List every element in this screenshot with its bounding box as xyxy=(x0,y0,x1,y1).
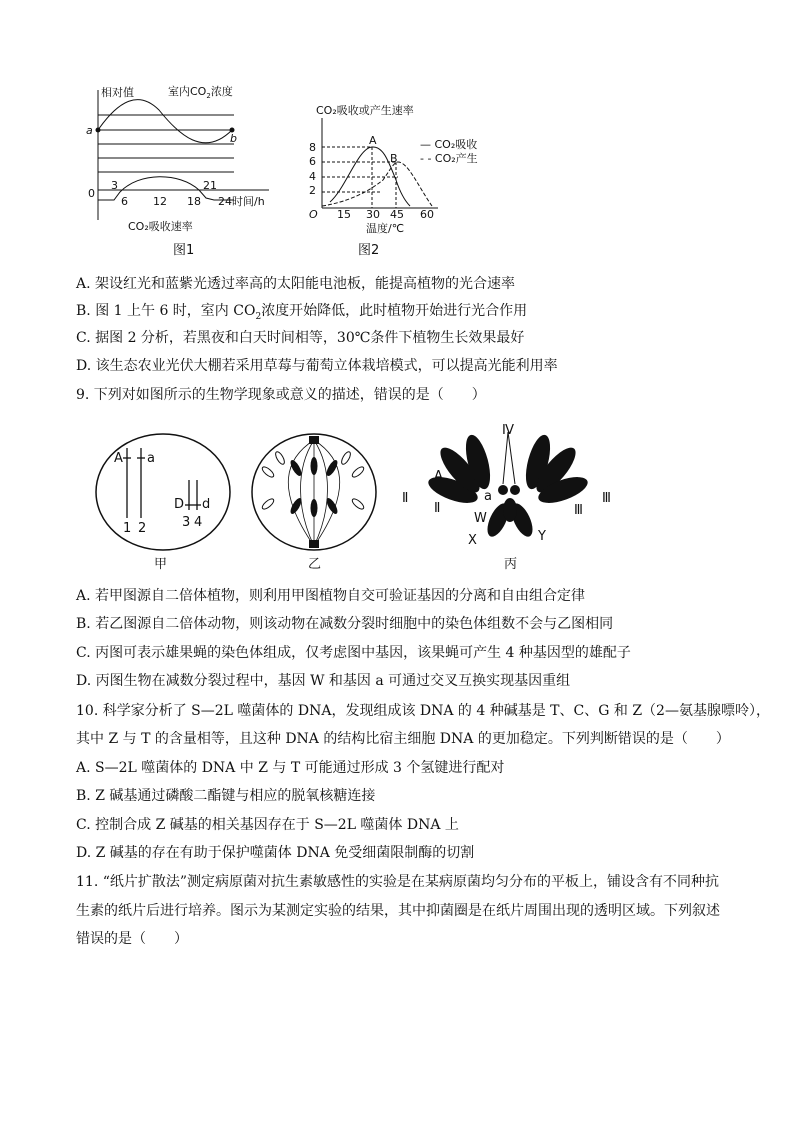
q9-figure-jia xyxy=(88,428,238,576)
fig1-label-b: b xyxy=(230,132,237,145)
q10-option-c: C. 控制合成 Z 碱基的相关基因存在于 S—2L 噬菌体 DNA 上 xyxy=(76,817,459,833)
fig1-ylabel: 相对值 xyxy=(101,86,134,99)
q9-option-d: D. 丙图生物在减数分裂过程中，基因 W 和基因 a 可通过交叉互换实现基因重组 xyxy=(76,673,571,689)
fig2-xtick-45: 45 xyxy=(390,208,404,221)
fig1-zero: 0 xyxy=(88,187,95,200)
q10-stem-line2: 其中 Z 与 T 的含量相等，且这种 DNA 的结构比宿主细胞 DNA 的更加稳定。下列判断错误的是（ ） xyxy=(76,731,730,747)
q8-option-b: B. 图 1 上午 6 时，室内 $CO_2$浓度开始降低，此时植物开始进行光合作用 xyxy=(76,303,528,322)
fig2-xtick-15: 15 xyxy=(337,208,351,221)
fig2-point-a: A xyxy=(369,134,377,147)
bing-label-II-mid: Ⅱ xyxy=(434,501,441,516)
fig2-title: CO₂吸收或产生速率 xyxy=(316,104,414,117)
q9-figure-bing xyxy=(398,420,618,576)
fig2-xtick-30: 30 xyxy=(366,208,380,221)
fig1-caption: 图1 xyxy=(173,243,195,258)
bing-gene-A: A xyxy=(434,469,443,484)
q10-option-b: B. Z 碱基通过磷酸二酯键与相应的脱氧核糖连接 xyxy=(76,788,376,804)
q11-stem-line2: 生素的纸片后进行培养。图示为某测定实验的结果，其中抑菌圈是在纸片周围出现的透明区域。下列叙述 xyxy=(76,903,720,919)
jia-gene-D: D xyxy=(174,497,185,512)
fig2-co2-production-curve xyxy=(322,162,432,206)
jia-chromosome-1: 1 xyxy=(123,521,132,536)
jia-caption: 甲 xyxy=(154,557,168,572)
q9-figure-yi xyxy=(246,428,386,576)
bing-gene-a: a xyxy=(484,489,492,504)
fig2-ytick-8: 8 xyxy=(309,141,316,154)
figure-1 xyxy=(84,80,284,262)
fig1-co2-concentration-curve xyxy=(98,100,232,143)
bing-label-X: X xyxy=(468,533,477,548)
bing-label-IV: Ⅳ xyxy=(502,423,514,438)
q9-option-b: B. 若乙图源自二倍体动物，则该动物在减数分裂时细胞中的染色体组数不会与乙图相同 xyxy=(76,616,614,632)
fig2-legend-dashed: - - CO₂产生 xyxy=(420,152,478,165)
q10-option-d: D. Z 碱基的存在有助于保护噬菌体 DNA 免受细菌限制酶的切割 xyxy=(76,845,475,861)
fig1-tick-24: 24 xyxy=(218,195,232,208)
bing-label-II-left: Ⅱ xyxy=(402,491,409,506)
q10-option-a: A. S—2L 噬菌体的 DNA 中 Z 与 T 可能通过形成 3 个氢键进行配对 xyxy=(76,760,505,776)
fig2-point-b: B xyxy=(390,152,398,165)
bing-label-III-right: Ⅲ xyxy=(602,491,611,506)
fig1-curve-label: 室内$CO_2$浓度 xyxy=(168,85,233,100)
fig2-legend-solid: — CO₂吸收 xyxy=(420,138,478,151)
q8-option-c: C. 据图 2 分析，若黑夜和白天时间相等，30℃条件下植物生长效果最好 xyxy=(76,330,525,346)
bing-gene-W: W xyxy=(474,511,487,526)
fig2-ytick-4: 4 xyxy=(309,170,316,183)
q10-stem-line1: 10. 科学家分析了 S—2L 噬菌体的 DNA，发现组成该 DNA 的 4 种碱基是 T、C、G 和 Z（2—氨基腺嘌呤）， xyxy=(76,703,770,719)
q11-stem-line3: 错误的是（ ） xyxy=(76,931,188,947)
q9-option-c: C. 丙图可表示雄果蝇的染色体组成，仅考虑图中基因，该果蝇可产生 4 种基因型的雄配子 xyxy=(76,645,631,661)
q9-stem: 9. 下列对如图所示的生物学现象或意义的描述，错误的是（ ） xyxy=(76,387,486,403)
fig1-tick-3: 3 xyxy=(111,179,118,192)
bing-label-III-mid: Ⅲ xyxy=(574,503,583,518)
fig1-tick-18: 18 xyxy=(187,195,201,208)
figure-2 xyxy=(308,100,508,262)
fig2-origin: O xyxy=(309,208,318,221)
jia-chromosome-2: 2 xyxy=(138,521,147,536)
fig1-xlabel: 时间/h xyxy=(232,195,265,208)
q8-option-a: A. 架设红光和蓝紫光透过率高的太阳能电池板，能提高植物的光合速率 xyxy=(76,276,516,292)
bing-label-Y: Y xyxy=(538,529,546,544)
jia-gene-A: A xyxy=(114,451,123,466)
q9-option-a: A. 若甲图源自二倍体植物，则利用甲图植物自交可验证基因的分离和自由组合定律 xyxy=(76,588,586,604)
yi-caption: 乙 xyxy=(308,557,322,572)
fig2-co2-absorption-curve xyxy=(330,147,410,206)
fig1-label-a: a xyxy=(86,124,93,137)
q8-option-d: D. 该生态农业光伏大棚若采用草莓与葡萄立体栽培模式，可以提高光能利用率 xyxy=(76,358,558,374)
q11-stem-line1: 11. “纸片扩散法”测定病原菌对抗生素敏感性的实验是在某病原菌均匀分布的平板上，铺设含有不同种抗 xyxy=(76,874,720,890)
fig1-tick-21: 21 xyxy=(203,179,217,192)
fig2-caption: 图2 xyxy=(358,243,380,258)
fig1-bottom-label: CO₂吸收速率 xyxy=(128,220,193,233)
fig2-xlabel: 温度/℃ xyxy=(366,222,405,235)
jia-gene-a: a xyxy=(147,451,155,466)
fig1-tick-12: 12 xyxy=(153,195,167,208)
bing-caption: 丙 xyxy=(504,557,518,572)
fig1-tick-6: 6 xyxy=(121,195,128,208)
jia-chromosome-4: 4 xyxy=(194,515,203,530)
jia-chromosome-3: 3 xyxy=(182,515,191,530)
jia-gene-d: d xyxy=(202,497,211,512)
fig2-ytick-6: 6 xyxy=(309,155,316,168)
fig2-ytick-2: 2 xyxy=(309,184,316,197)
fig2-xtick-60: 60 xyxy=(420,208,434,221)
